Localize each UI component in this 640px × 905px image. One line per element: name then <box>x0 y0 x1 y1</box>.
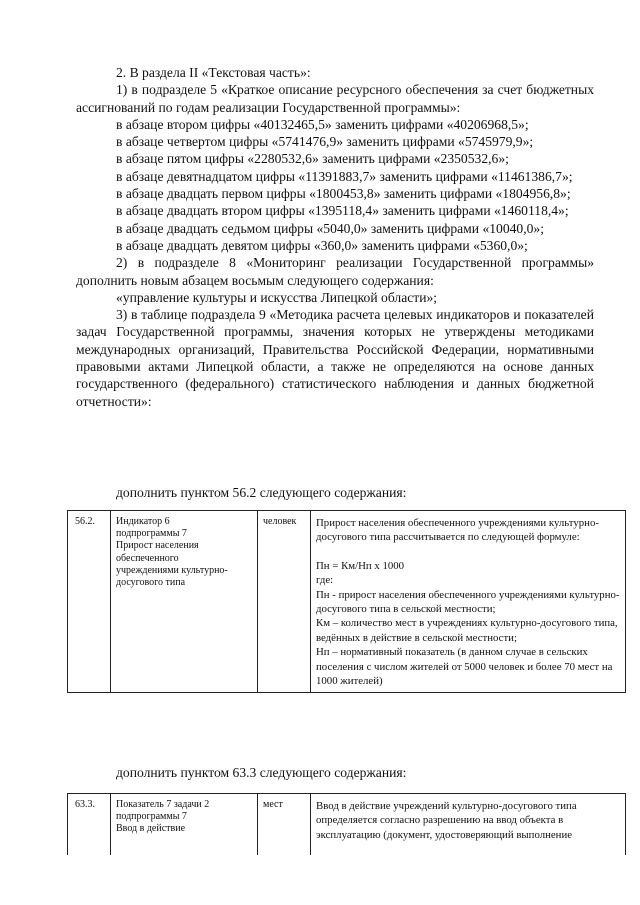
indicator-cell <box>111 794 258 856</box>
definition: Нп – нормативный показатель (в данном случае в сельских поселения с числом жителей от 5000 человек и более 70 мест на 1000 жителей) <box>316 646 613 688</box>
definition: Км – количество мест в учреждениях культурно-досугового типа, ведённых в действие в сельской местности; <box>316 617 618 644</box>
indicator-line: подпрограммы 7 <box>116 811 187 823</box>
intro-56: дополнить пунктом 56.2 следующего содержания: <box>116 485 407 500</box>
indicator-line: учреждениями культурно- <box>116 564 228 576</box>
paragraph-item: в абзаце двадцать первом цифры «1800453,8» заменить цифрами «1804956,8»; <box>116 186 571 202</box>
indicator-cell <box>111 511 258 693</box>
paragraph-item: в абзаце двадцать седьмом цифры «5040,0» заменить цифрами «10040,0»; <box>116 220 544 236</box>
unit-cell: мест <box>258 794 311 856</box>
paragraph-item: «управление культуры и искусства Липецкой области»; <box>116 289 438 305</box>
table-row <box>68 511 626 693</box>
paragraph-item: в абзаце пятом цифры «2280532,6» заменить цифрами «2350532,6»; <box>116 151 509 167</box>
amendment-text <box>76 64 594 410</box>
paragraph-item: в абзаце девятнадцатом цифры «11391883,7» заменить цифрами «11461386,7»; <box>116 168 573 184</box>
method-cell <box>311 511 626 693</box>
where-label: где: <box>316 574 334 587</box>
indicator-line: Индикатор 6 <box>116 516 170 527</box>
item-code: 56.2. <box>68 511 111 693</box>
paragraph-subsection-9: 3) в таблице подраздела 9 «Методика расчета целевых индикаторов и показателей задач Государственной программы, значения которых не утверждены методиками международных организаций, Правительства Российской Федерации, нормативными правовыми актами Липецкой области, а также не определяются на основе данных государственного (федерального) статистического наблюдения и данных бюджетной отчетности»: <box>76 307 594 409</box>
section-heading: 2. В раздела II «Текстовая часть»: <box>116 65 311 80</box>
indicator-line: Ввод в действие <box>116 823 186 835</box>
unit-cell: человек <box>258 511 311 693</box>
paragraph-item: в абзаце двадцать девятом цифры «360,0» заменить цифрами «5360,0»; <box>116 237 528 253</box>
paragraph-item: в абзаце втором цифры «40132465,5» заменить цифрами «40206968,5»; <box>116 116 529 132</box>
paragraph-subsection-8: 2) в подразделе 8 «Мониторинг реализации Государственной программы» дополнить новым абзацем восьмым следующего содержания: <box>76 255 594 288</box>
item-code: 63.3. <box>68 794 111 856</box>
formula: Пн = Км/Нп х 1000 <box>316 559 405 572</box>
table-item-56-2 <box>67 510 626 693</box>
method-intro: Прирост населения обеспеченного учреждениями культурно-досугового типа рассчитывается по следующей формуле: <box>316 517 599 544</box>
table-row <box>68 794 626 856</box>
intro-63: дополнить пунктом 63.3 следующего содержания: <box>116 765 407 780</box>
indicator-line: Показатель 7 задачи 2 <box>116 799 210 810</box>
paragraph-item: в абзаце четвертом цифры «5741476,9» заменить цифрами «5745979,9»; <box>116 134 534 150</box>
indicator-line: подпрограммы 7 <box>116 528 187 540</box>
spacer <box>316 545 621 559</box>
method-cell: Ввод в действие учреждений культурно-досугового типа определяется согласно разрешению на ввод объекта в эксплуатацию (документ, удостоверяющий выполнение <box>311 794 626 856</box>
paragraph-subsection-5: 1) в подразделе 5 «Краткое описание ресурсного обеспечения за счет бюджетных ассигнований по годам реализации Государственной программы»: <box>76 82 594 115</box>
table-item-63-3 <box>67 793 626 855</box>
indicator-line: досугового типа <box>116 577 186 589</box>
indicator-line: обеспеченного <box>116 552 179 564</box>
indicator-line: Прирост населения <box>116 540 199 552</box>
definition: Пн - прирост населения обеспеченного учреждениями культурно-досугового типа в сельской местности; <box>316 588 620 616</box>
paragraph-item: в абзаце двадцать втором цифры «1395118,4» заменить цифрами «1460118,4»; <box>116 203 569 219</box>
